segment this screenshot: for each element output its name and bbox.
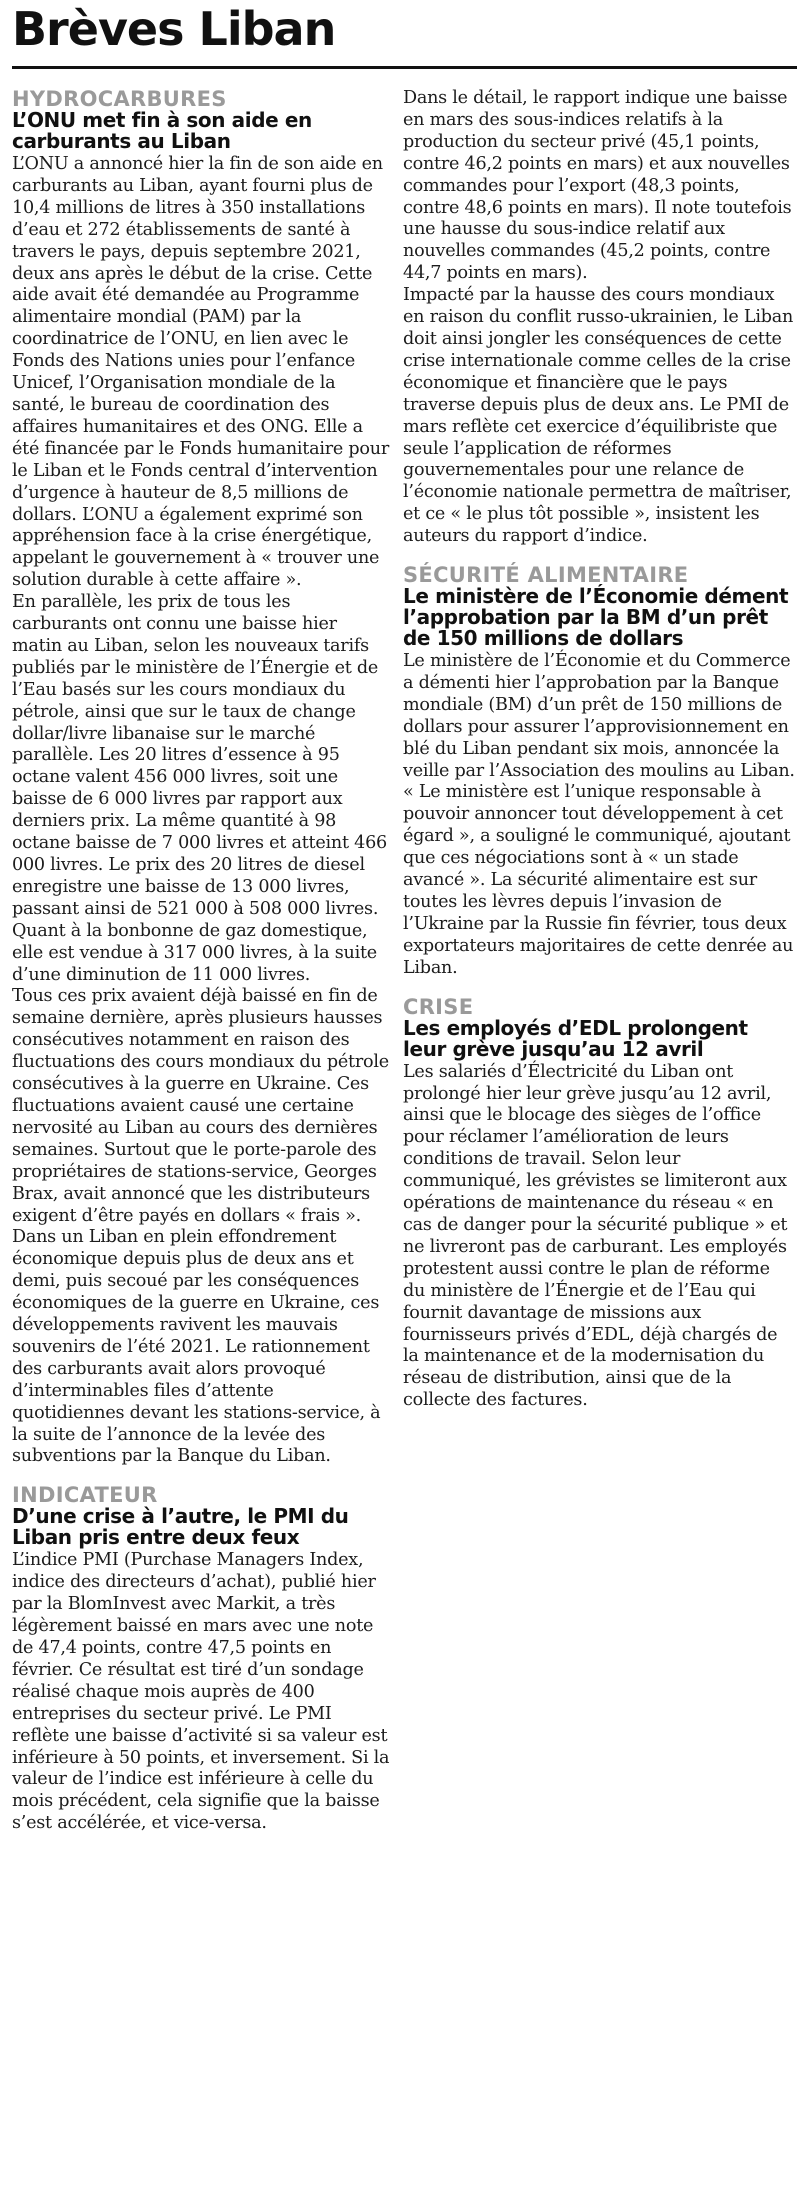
article-headline: L’ONU met fin à son aide en carburants au Liban — [12, 108, 312, 153]
article-paragraph: Impacté par la hausse des cours mondiaux en raison du conflit russo-ukrainien, le Liban doit ainsi jongler les conséquences de cette crise internationale comme celles de la crise économique et financière que le pays traverse depuis plus de deux ans. Le PMI de mars reflète cet exercice d’équilibriste que seule l’application de réformes gouvernementales pour une relance de l’économie nationale permettra de maîtriser, et ce « le plus tôt possible », insistent les auteurs du rapport d’indice. — [403, 285, 794, 547]
article-body — [12, 154, 390, 1468]
article-crise — [403, 996, 795, 1413]
article-indicateur-continued — [403, 88, 795, 548]
article-headline: Le ministère de l’Économie dément l’approbation par la BM d’un prêt de 150 millions de dollars — [403, 584, 789, 651]
article-headline: D’une crise à l’autre, le PMI du Liban pris entre deux feux — [12, 1504, 349, 1550]
page-title: Brèves Liban — [12, 2, 336, 56]
article-paragraph: Tous ces prix avaient déjà baissé en fin de semaine dernière, après plusieurs hausses consécutives notamment en raison des fluctuations des cours mondiaux du pétrole consécutives à la guerre en Ukraine. Ces fluctuations avaient causé une certaine nervosité au Liban au cours des dernières semaines. Surtout que le porte-parole des propriétaires de stations-service, Georges Brax, avait annoncé que les distributeurs exigent d’être payés en dollars « frais ». — [12, 986, 389, 1226]
article-paragraph: L’indice PMI (Purchase Managers Index, indice des directeurs d’achat), publié hier par la BlomInvest avec Markit, a très légèrement baissé en mars avec une note de 47,4 points, contre 47,5 points en février. Ce résultat est tiré d’un sondage réalisé chaque mois auprès de 400 entreprises du secteur privé. Le PMI reflète une baisse d’activité si sa valeur est inférieure à 50 points, et inversement. Si la valeur de l’indice est inférieure à celle du mois précédent, cela signifie que la baisse s’est accélérée, et vice-versa. — [12, 1550, 390, 1834]
article-paragraph: Le ministère de l’Économie et du Commerce a démenti hier l’approbation par la Banque mondiale (BM) d’un prêt de 150 millions de dollars pour assurer l’approvisionnement en blé du Liban pendant six mois, annoncée la veille par l’Association des moulins au Liban. « Le ministère est l’unique responsable à pouvoir annoncer tout développement à cet égard », a souligné le communiqué, ajoutant que ces négociations sont à « un stade avancé ». La sécurité alimentaire est sur toutes les lèvres depuis l’invasion de l’Ukraine par la Russie fin février, tous deux exportateurs majoritaires de cette denrée au Liban. — [403, 651, 795, 978]
article-body — [12, 1550, 390, 1835]
article-body — [403, 651, 795, 980]
article-paragraph: L’ONU a annoncé hier la fin de son aide en carburants au Liban, ayant fourni plus de 10,4 millions de litres à 350 installations d’eau et 272 établissements de santé à travers le pays, depuis septembre 2021, deux ans après le début de la crise. Cette aide avait été demandée au Programme alimentaire mondial (PAM) par la coordinatrice de l’ONU, en lien avec le Fonds des Nations unies pour l’enfance Unicef, l’Organisation mondiale de la santé, le bureau de coordination des affaires humanitaires et des ONG. Elle a été financée par le Fonds humanitaire pour le Liban et le Fonds central d’intervention d’urgence à hauteur de 8,5 millions de dollars. L’ONU a également exprimé son appréhension face à la crise énergétique, appelant le gouvernement à « trouver une solution durable à cette affaire ». — [12, 154, 389, 591]
title-rule — [12, 66, 797, 69]
article-paragraph: Les salariés d’Électricité du Liban ont prolongé hier leur grève jusqu’au 12 avril, ainsi que le blocage des sièges de l’office pour réclamer l’amélioration de leurs conditions de travail. Selon leur communiqué, les grévistes se limiteront aux opérations de maintenance du réseau « en cas de danger pour la sécurité publique » et ne livreront pas de carburant. Les employés protestent aussi contre le plan de réforme du ministère de l’Énergie et de l’Eau qui fournit davantage de missions aux fournisseurs privés d’EDL, déjà chargés de la maintenance et de la modernisation du réseau de distribution, ainsi que de la collecte des factures. — [403, 1061, 788, 1411]
article-paragraph: Dans un Liban en plein effondrement économique depuis plus de deux ans et demi, puis secoué par les conséquences économiques de la guerre en Ukraine, ces développements ravivent les mauvais souvenirs de l’été 2021. Le rationnement des carburants avait alors provoqué d’interminables files d’attente quotidiennes devant les stations-service, à la suite de l’annonce de la levée des subventions par la Banque du Liban. — [12, 1227, 381, 1467]
article-rubric: INDICATEUR — [12, 1483, 158, 1508]
article-rubric: HYDROCARBURES — [12, 87, 227, 111]
article-rubric: SÉCURITÉ ALIMENTAIRE — [403, 563, 689, 588]
article-securite-alimentaire — [403, 564, 795, 980]
article-paragraph: En parallèle, les prix de tous les carburants ont connu une baisse hier matin au Liban, selon les nouveaux tarifs publiés par le ministère de l’Énergie et de l’Eau basés sur les cours mondiaux du pétrole, ainsi que sur le taux de change dollar/livre libanaise sur le marché parallèle. Les 20 litres d’essence à 95 octane valent 456 000 livres, soit une baisse de 6 000 livres par rapport aux derniers prix. La même quantité à 98 octane baisse de 7 000 livres et atteint 466 000 livres. Le prix des 20 litres de diesel enregistre une baisse de 13 000 livres, passant ainsi de 521 000 à 508 000 livres. Quant à la bonbonne de gaz domestique, elle est vendue à 317 000 livres, à la suite d’une diminution de 11 000 livres. — [12, 592, 387, 985]
article-headline: Les employés d’EDL prolongent leur grève jusqu’au 12 avril — [403, 1015, 748, 1061]
column-left — [12, 88, 390, 1851]
article-hydrocarbures — [12, 88, 390, 1468]
article-body — [403, 88, 795, 548]
article-rubric: CRISE — [403, 994, 474, 1019]
column-right — [403, 88, 795, 1428]
article-paragraph: Dans le détail, le rapport indique une baisse en mars des sous-indices relatifs à la production du secteur privé (45,1 points, contre 46,2 points en mars) et aux nouvelles commandes pour l’export (48,3 points, contre 48,6 points en mars). Il note toutefois une hausse du sous-indice relatif aux nouvelles commandes (45,2 points, contre 44,7 points en mars). — [403, 88, 792, 284]
article-indicateur — [12, 1484, 390, 1835]
article-body — [403, 1062, 795, 1413]
